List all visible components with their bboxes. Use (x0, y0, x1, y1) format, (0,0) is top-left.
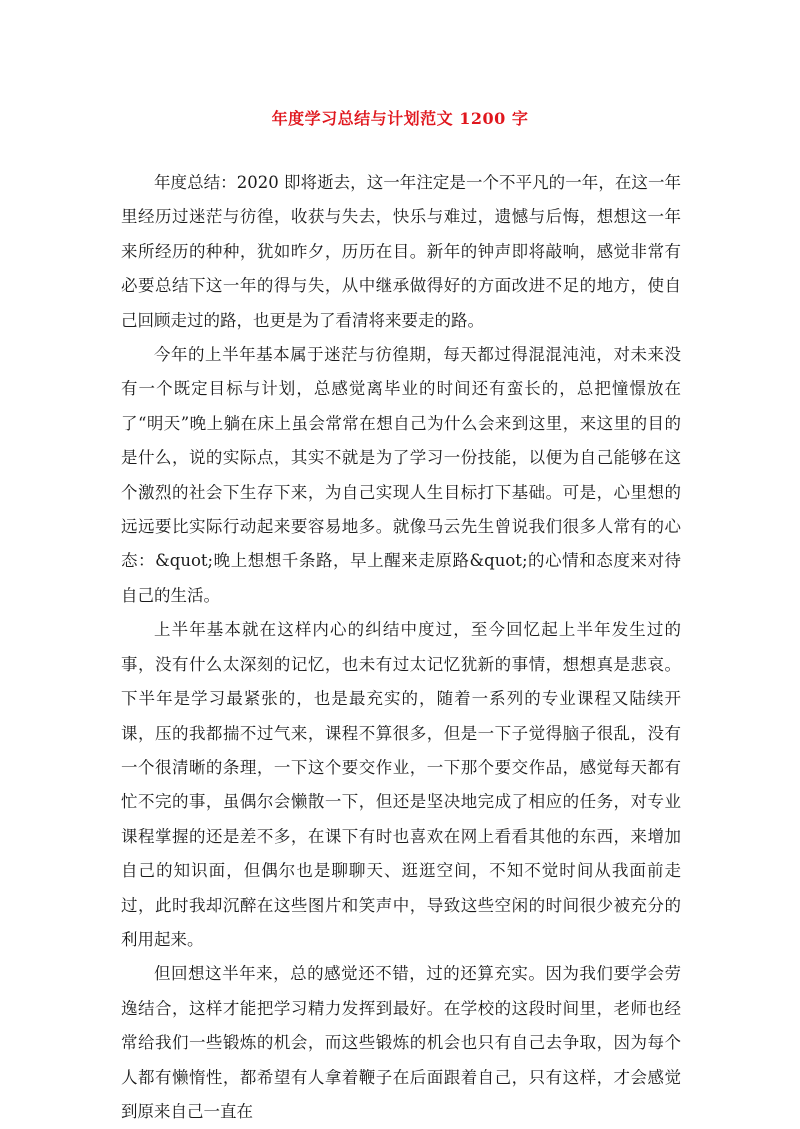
paragraph-1: 年度总结：2020 即将逝去，这一年注定是一个不平凡的一年，在这一年里经历过迷茫与彷徨，收获与失去，快乐与难过，遗憾与后悔，想想这一年来所经历的种种，犹如昨夕，历历在目。新年的钟声即将敲响，感觉非常有必要总结下这一年的得与失，从中继承做得好的方面改进不足的地方，使自己回顾走过的路，也更是为了看清将来要走的路。 (121, 173, 681, 330)
document-body (121, 166, 681, 1129)
document-title: 年度学习总结与计划范文 1200 字 (271, 109, 529, 128)
paragraph-4: 但回想这半年来，总的感觉还不错，过的还算充实。因为我们要学会劳逸结合，这样才能把学习精力发挥到最好。在学校的这段时间里，老师也经常给我们一些锻炼的机会，而这些锻炼的机会也只有自己去争取，因为每个人都有懒惰性，都希望有人拿着鞭子在后面跟着自己，只有这样，才会感觉到原来自己一直在 (121, 964, 681, 1121)
paragraph-3: 上半年基本就在这样内心的纠结中度过，至今回忆起上半年发生过的事，没有什么太深刻的记忆，也未有过太记忆犹新的事情，想想真是悲哀。下半年是学习最紧张的，也是最充实的，随着一系列的专业课程又陆续开课，压的我都揣不过气来，课程不算很多，但是一下子觉得脑子很乱，没有一个很清晰的条理，一下这个要交作业，一下那个要交作品，感觉每天都有忙不完的事，虽偶尔会懒散一下，但还是坚决地完成了相应的任务，对专业课程掌握的还是差不多，在课下有时也喜欢在网上看看其他的东西，来增加自己的知识面，但偶尔也是聊聊天、逛逛空间，不知不觉时间从我面前走过，此时我却沉醉在这些图片和笑声中，导致这些空闲的时间很少被充分的利用起来。 (121, 620, 681, 949)
paragraph-2: 今年的上半年基本属于迷茫与彷徨期，每天都过得混混沌沌，对未来没有一个既定目标与计划，总感觉离毕业的时间还有蛮长的，总把憧憬放在了“明天”晚上躺在床上虽会常常在想自己为什么会来到这里，来这里的目的是什么，说的实际点，其实不就是为了学习一份技能，以便为自己能够在这个激烈的社会下生存下来，为自己实现人生目标打下基础。可是，心里想的远远要比实际行动起来要容易地多。就像马云先生曾说我们很多人常有的心态：&quot;晚上想想千条路，早上醒来走原路&quot;的心情和态度来对待自己的生活。 (121, 345, 681, 605)
